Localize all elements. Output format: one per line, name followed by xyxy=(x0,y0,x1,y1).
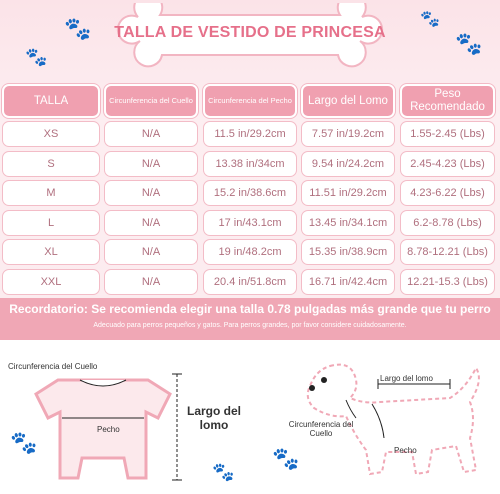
neck-label-right: Circunferencia del Cuello xyxy=(288,420,354,438)
reminder-text: Recordatorio: Se recomienda elegir una talla 0.78 pulgadas más grande que tu perro xyxy=(9,302,491,316)
table-cell: 4.23-6.22 (Lbs) xyxy=(400,180,495,206)
table-cell: 1.55-2.45 (Lbs) xyxy=(400,121,495,147)
table-cell: N/A xyxy=(104,239,198,265)
page-title: TALLA DE VESTIDO DE PRINCESA xyxy=(114,24,386,41)
table-cell: 6.2-8.78 (Lbs) xyxy=(400,210,495,236)
neck-label-left: Circunferencia del Cuello xyxy=(8,362,98,371)
back-length-label-right: Largo del lomo xyxy=(380,374,433,383)
table-header-cell: Circunferencia del Cuello xyxy=(104,84,198,118)
table-row xyxy=(0,210,500,236)
paw-icon: 🐾 xyxy=(10,430,38,455)
table-cell: 20.4 in/51.8cm xyxy=(203,269,297,295)
table-cell: 8.78-12.21 (Lbs) xyxy=(400,239,495,265)
back-length-label-left: Largo del lomo xyxy=(186,404,241,432)
table-cell: 13.45 in/34.1cm xyxy=(301,210,395,236)
table-cell: 17 in/43.1cm xyxy=(203,210,297,236)
table-cell: 16.71 in/42.4cm xyxy=(301,269,395,295)
table-header-cell: Largo del Lomo xyxy=(301,84,395,118)
table-cell: 15.35 in/38.9cm xyxy=(301,239,395,265)
table-row xyxy=(0,239,500,265)
table-cell: 13.38 in/34cm xyxy=(203,151,297,177)
table-cell: M xyxy=(2,180,100,206)
length-marker xyxy=(170,372,184,482)
table-cell: 12.21-15.3 (Lbs) xyxy=(400,269,495,295)
table-cell: 2.45-4.23 (Lbs) xyxy=(400,151,495,177)
table-header-cell: TALLA xyxy=(2,84,100,118)
table-cell: 11.51 in/29.2cm xyxy=(301,180,395,206)
reminder-note: Adecuado para perros pequeños y gatos. Para perros grandes, por favor considere cuidadosamente. xyxy=(93,322,407,329)
table-cell: 19 in/48.2cm xyxy=(203,239,297,265)
table-header-cell: Circunferencia del Pecho xyxy=(203,84,297,118)
table-cell: N/A xyxy=(104,180,198,206)
table-cell: XXL xyxy=(2,269,100,295)
table-cell: N/A xyxy=(104,269,198,295)
table-row xyxy=(0,151,500,177)
table-row xyxy=(0,121,500,147)
paw-icon: 🐾 xyxy=(455,31,483,56)
table-cell: XL xyxy=(2,239,100,265)
paw-icon: 🐾 xyxy=(272,446,300,471)
table-header xyxy=(0,84,500,118)
table-cell: N/A xyxy=(104,210,198,236)
table-row xyxy=(0,269,500,295)
paw-icon: 🐾 xyxy=(25,47,48,67)
table-cell: 15.2 in/38.6cm xyxy=(203,180,297,206)
table-cell: N/A xyxy=(104,121,198,147)
table-cell: XS xyxy=(2,121,100,147)
table-cell: L xyxy=(2,210,100,236)
chest-label-right: Pecho xyxy=(394,446,417,455)
table-row xyxy=(0,180,500,206)
paw-icon: 🐾 xyxy=(64,16,92,41)
table-cell: 11.5 in/29.2cm xyxy=(203,121,297,147)
table-header-cell: Peso Recomendado xyxy=(400,84,495,118)
table-cell: S xyxy=(2,151,100,177)
chest-label-left: Pecho xyxy=(97,425,120,434)
table-cell: 7.57 in/19.2cm xyxy=(301,121,395,147)
paw-icon: 🐾 xyxy=(212,462,235,482)
paw-icon: 🐾 xyxy=(420,11,440,28)
table-cell: N/A xyxy=(104,151,198,177)
table-cell: 9.54 in/24.2cm xyxy=(301,151,395,177)
